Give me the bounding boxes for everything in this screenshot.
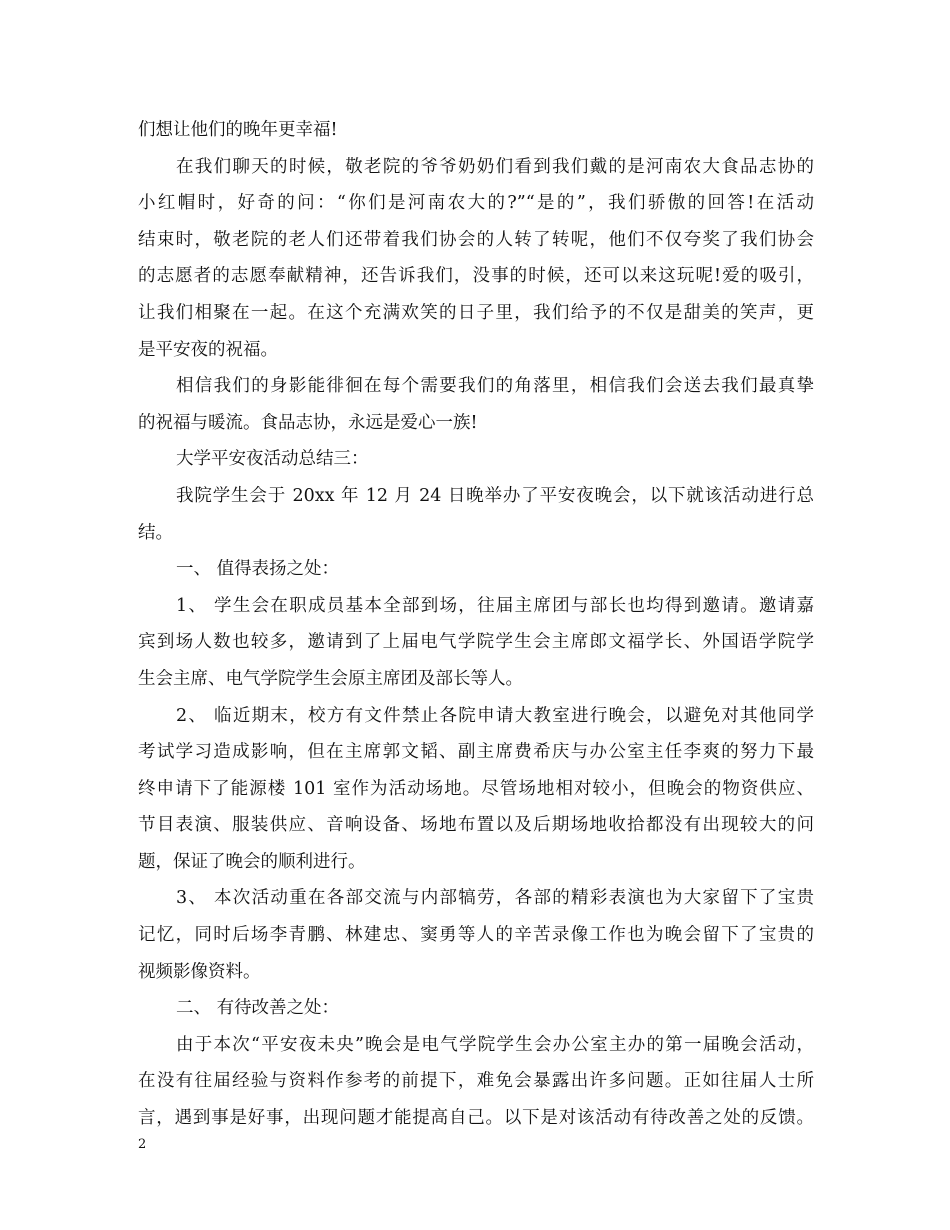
text-line: 生会主席、电气学院学生会原主席团及部长等人。: [138, 668, 523, 689]
text-line: 结束时，敬老院的老人们还带着我们协会的人转了转呢，他们不仅夸奖了我们协会: [138, 229, 814, 250]
text-line: 小红帽时，好奇的问：“你们是河南农大的?”“是的”，我们骄傲的回答!在活动: [138, 193, 814, 214]
text-line: 我院学生会于 20xx 年 12 月 24 日晚举办了平安夜晚会，以下就该活动进行总: [176, 485, 814, 506]
text-line: 题，保证了晚会的顺利进行。: [138, 851, 366, 872]
text-line: 大学平安夜活动总结三：: [176, 449, 369, 470]
text-line: 是平安夜的祝福。: [138, 339, 278, 360]
text-line: 记忆，同时后场李青鹏、林建忠、窦勇等人的辛苦录像工作也为晚会留下了宝贵的: [138, 925, 814, 946]
text-line: 宾到场人数也较多，邀请到了上届电气学院学生会主席郎文福学长、外国语学院学: [138, 632, 814, 653]
page-number: 2: [138, 1137, 147, 1152]
text-line: 言，遇到事是好事，出现问题才能提高自己。以下是对该活动有待改善之处的反馈。: [138, 1108, 814, 1129]
text-line: 二、 有待改善之处：: [176, 998, 340, 1019]
text-line: 在我们聊天的时候，敬老院的爷爷奶奶们看到我们戴的是河南农大食品志协的: [176, 156, 814, 177]
text-line: 一、 值得表扬之处：: [176, 559, 340, 580]
text-line: 考试学习造成影响，但在主席郭文韬、副主席费希庆与办公室主任李爽的努力下最: [138, 742, 814, 763]
text-line: 2、 临近期末，校方有文件禁止各院申请大教室进行晚会，以避免对其他同学: [176, 705, 814, 726]
text-line: 终申请下了能源楼 101 室作为活动场地。尽管场地相对较小，但晚会的物资供应、: [138, 778, 814, 799]
text-line: 相信我们的身影能徘徊在每个需要我们的角落里，相信我们会送去我们最真挚: [176, 376, 814, 397]
text-line: 结。: [138, 522, 173, 543]
text-line: 让我们相聚在一起。在这个充满欢笑的日子里，我们给予的不仅是甜美的笑声，更: [138, 302, 814, 323]
text-line: 由于本次“平安夜未央”晚会是电气学院学生会办公室主办的第一届晚会活动，: [176, 1034, 814, 1055]
text-line: 1、 学生会在职成员基本全部到场，往届主席团与部长也均得到邀请。邀请嘉: [176, 595, 814, 616]
text-line: 视频影像资料。: [138, 961, 261, 982]
text-line: 在没有往届经验与资料作参考的前提下，难免会暴露出许多问题。正如往届人士所: [138, 1071, 814, 1092]
text-line: 们想让他们的晚年更幸福!: [138, 120, 338, 140]
text-line: 的志愿者的志愿奉献精神，还告诉我们，没事的时候，还可以来这玩呢!爱的吸引，: [138, 266, 814, 287]
text-line: 的祝福与暖流。食品志协，永远是爱心一族!: [138, 412, 478, 433]
text-line: 节目表演、服装供应、音响设备、场地布置以及后期场地收拾都没有出现较大的问: [138, 815, 814, 836]
text-line: 3、 本次活动重在各部交流与内部犒劳，各部的精彩表演也为大家留下了宝贵: [176, 888, 814, 909]
document-body: [138, 112, 814, 1137]
